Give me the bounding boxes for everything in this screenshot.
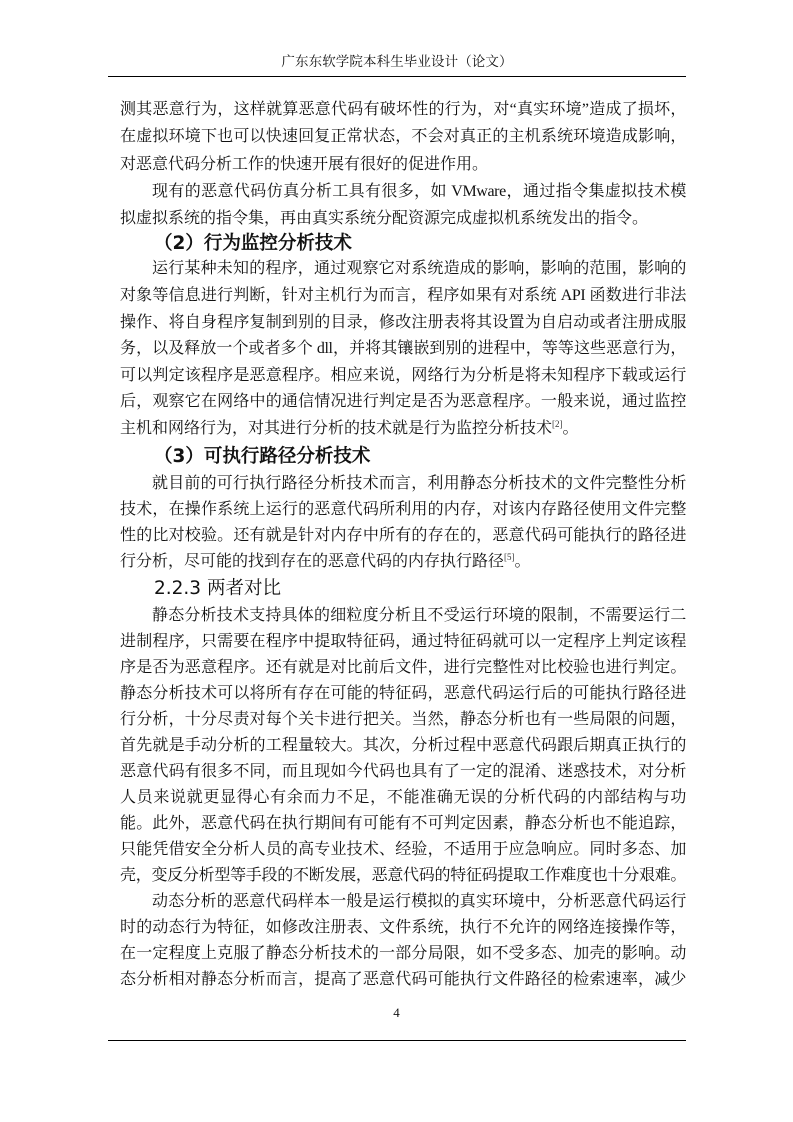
section-heading: （3）可执行路径分析技术 [154,445,371,467]
text-line: 静态分析技术可以将所有存在可能的特征码，恶意代码运行后的可能执行路径进 [120,684,686,702]
text-line: 务，以及释放一个或者多个 dll，并将其镶嵌到别的进程中，等等这些恶意行为， [120,340,686,358]
text-line: 技术，在操作系统上运行的恶意代码所利用的内存，对该内存路径使用文件完整 [120,500,686,518]
text-line: 壳，变反分析型等手段的不断发展，恶意代码的特征码提取工作难度也十分艰难。 [120,866,686,884]
paragraph [120,96,686,178]
text-line: 态分析相对静态分析而言，提高了恶意代码可能执行文件路径的检索速率，减少 [120,970,686,988]
text-line: 可以判定该程序是恶意程序。相应来说，网络行为分析是将未知程序下载或运行 [120,366,686,384]
text-run: 。 [514,552,531,570]
text-line: 行分析，十分尽责对每个关卡进行把关。当然，静态分析也有一些局限的问题， [120,710,686,728]
text-line: 对象等信息进行判断，针对主机行为而言，程序如果有对系统 API 函数进行非法 [120,287,686,305]
running-header: 广东东软学院本科生毕业设计（论文） [281,54,513,69]
text-line: 首先就是手动分析的工程量较大。其次，分析过程中恶意代码跟后期真正执行的 [120,736,686,754]
paragraph [120,256,686,442]
text-line: 后，观察它在网络中的通信情况进行判定是否为恶意程序。一般来说，通过监控 [120,393,686,411]
text-line: 人员来说就更显得心有余而力不足，不能准确无误的分析代码的内部结构与功 [120,788,686,806]
text-line: 拟虚拟系统的指令集，再由真实系统分配资源完成虚拟机系统发出的指令。 [120,210,649,228]
text-line: 操作、将自身程序复制到别的目录，修改注册表将其设置为自启动或者注册成服 [120,313,686,331]
page-number: 4 [393,1005,400,1020]
text-line: 性的比对校验。还有就是针对内存中所有的存在的，恶意代码可能执行的路径进 [120,526,686,544]
text-run: 。 [562,420,579,438]
paragraph [120,603,686,889]
text-line: 只能凭借安全分析人员的高专业技术、经验，不适用于应急响应。同时多态、加 [120,840,686,858]
text-line: 测其恶意行为，这样就算恶意代码有破坏性的行为，对“真实环境”造成了损坏， [120,101,686,118]
subsection-heading: 2.2.3 两者对比 [154,577,281,599]
paragraph [120,889,686,993]
citation-ref: [5] [504,551,515,562]
text-line [120,549,686,575]
text-line: 进制程序，只需要在程序中提取特征码，通过特征码就可以一定程序上判定该程 [120,632,686,650]
citation-ref: [2] [552,419,563,430]
text-line: 运行某种未知的程序，通过观察它对系统造成的影响，影响的范围，影响的 [152,260,686,278]
text-line: 就目前的可行执行路径分析技术而言，利用静态分析技术的文件完整性分析 [152,474,686,492]
text-line: 恶意代码有很多不同，而且现如今代码也具有了一定的混淆、迷惑技术，对分析 [120,762,686,780]
text-run: 行分析，尽可能的找到存在的恶意代码的内存执行路径 [120,552,505,570]
text-line: 对恶意代码分析工作的快速开展有很好的促进作用。 [120,155,489,173]
text-line: 静态分析技术支持具体的细粒度分析且不受运行环境的限制，不需要运行二 [152,606,686,624]
text-line: 现有的恶意代码仿真分析工具有很多，如 VMware，通过指令集虚拟技术模 [152,182,686,200]
header-rule [108,76,686,77]
footer-rule [108,1040,686,1041]
text-line: 动态分析的恶意代码样本一般是运行模拟的真实环境中，分析恶意代码运行 [152,892,686,910]
section-heading: （2）行为监控分析技术 [154,233,352,255]
text-line: 在虚拟环境下也可以快速回复正常状态，不会对真正的主机系统环境造成影响， [120,128,686,146]
text-line: 能。此外，恶意代码在执行期间有可能有不可判定因素，静态分析也不能追踪， [120,814,686,832]
text-line: 在一定程度上克服了静态分析技术的一部分局限，如不受多态、加壳的影响。动 [120,944,686,962]
body-text [120,96,686,993]
text-line: 序是否为恶意程序。还有就是对比前后文件，进行完整性对比校验也进行判定。 [120,658,686,676]
paragraph [120,471,686,575]
paragraph [120,178,686,233]
text-line [120,416,686,443]
text-run: 主机和网络行为，对其进行分析的技术就是行为监控分析技术 [120,420,553,438]
text-line: 时的动态行为特征，如修改注册表、文件系统，执行不允许的网络连接操作等， [120,918,686,936]
